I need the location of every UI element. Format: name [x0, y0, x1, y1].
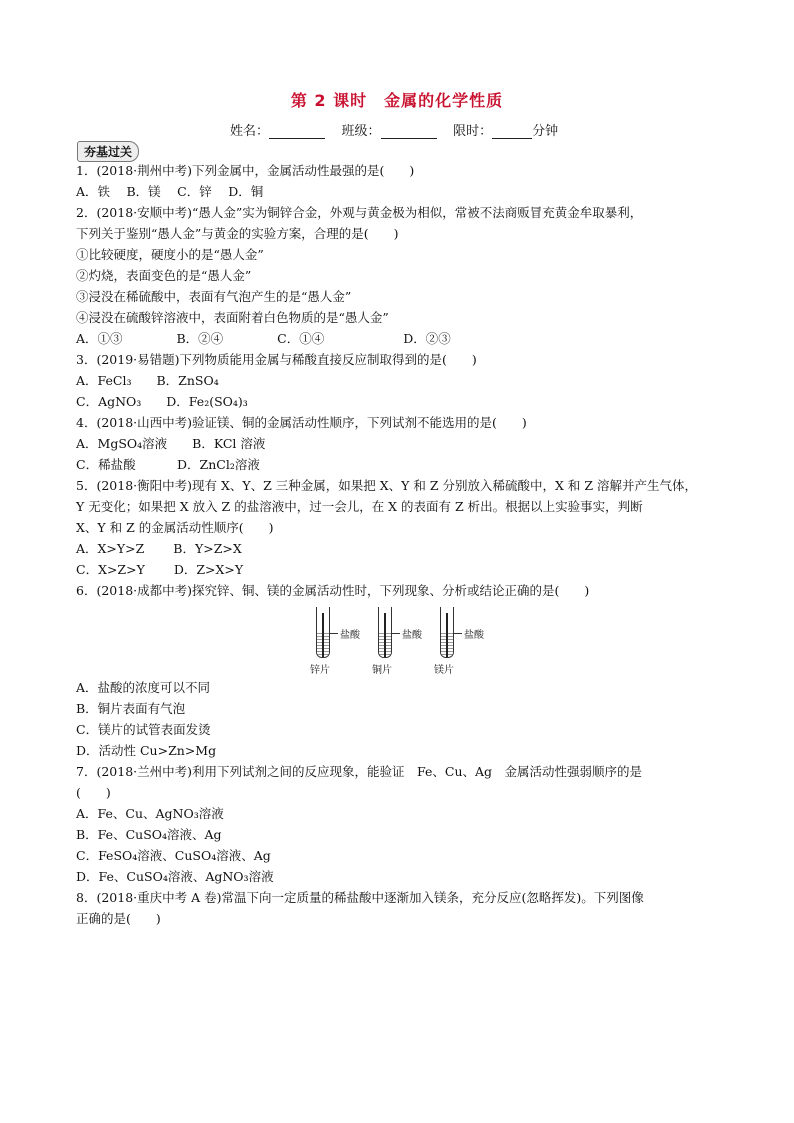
tube-magnesium: [434, 607, 518, 676]
section-tag: 夯基过关: [77, 141, 139, 162]
test-tube-icon: [378, 607, 392, 658]
q4-options-cd: C．稀盐酸 D．ZnCl₂溶液: [76, 457, 260, 472]
q6-option-b: B．铜片表面有气泡: [76, 701, 186, 716]
page-title: 第 2 课时 金属的化学性质: [290, 91, 504, 110]
q4-stem: 4．(2018·山西中考)验证镁、铜的金属活动性顺序，下列试剂不能选用的是( ): [76, 415, 527, 430]
label-leader: [454, 633, 462, 634]
q6-option-a: A．盐酸的浓度可以不同: [76, 680, 211, 695]
time-unit: 分钟: [532, 124, 559, 139]
q7-option-a: A．Fe、Cu、AgNO₃溶液: [76, 806, 224, 821]
q8-stem-line1: 8．(2018·重庆中考 A 卷)常温下向一定质量的稀盐酸中逐渐加入镁条，充分反应(忽略挥发)。下列图像: [76, 890, 644, 905]
q7-stem-line2: ( ): [76, 785, 111, 800]
metal-strip: [322, 613, 324, 657]
questions-body: [76, 160, 726, 929]
acid-label: 盐酸: [402, 630, 422, 641]
q2-stem-line2: 下列关于鉴别“愚人金”与黄金的实验方案，合理的是( ): [76, 226, 399, 241]
q5-stem-line2: Y 无变化；如果把 X 放入 Z 的盐溶液中，过一会儿，在 X 的表面有 Z 析出。根据以上实验事实，判断: [76, 499, 643, 514]
student-info-row: [230, 120, 558, 139]
q1-stem: 1．(2018·荆州中考)下列金属中，金属活动性最强的是( ): [76, 163, 415, 178]
acid-label: 盐酸: [340, 630, 360, 641]
q5-stem-line1: 5．(2018·衡阳中考)现有 X、Y、Z 三种金属，如果把 X、Y 和 Z 分别放入稀硫酸中，X 和 Z 溶解并产生气体，: [76, 478, 698, 493]
test-tube-icon: [316, 607, 330, 658]
q4-options-ab: A．MgSO₄溶液 B．KCl 溶液: [76, 436, 266, 451]
q8-stem-line2: 正确的是( ): [76, 911, 161, 926]
q7-option-c: C．FeSO₄溶液、CuSO₄溶液、Ag: [76, 848, 271, 863]
q3-stem: 3．(2019·易错题)下列物质能用金属与稀酸直接反应制取得到的是( ): [76, 352, 477, 367]
q6-option-c: C．镁片的试管表面发烫: [76, 722, 211, 737]
q3-options-cd: C．AgNO₃ D．Fe₂(SO₄)₃: [76, 394, 248, 409]
label-leader: [392, 633, 400, 634]
metal-strip: [446, 613, 448, 657]
q1-options: A．铁 B．镁 C．锌 D．铜: [76, 184, 264, 199]
q2-statement-4: ④浸没在硫酸锌溶液中，表面附着白色物质的是“愚人金”: [76, 310, 389, 325]
name-label: 姓名：: [230, 124, 270, 139]
q2-statement-1: ①比较硬度，硬度小的是“愚人金”: [76, 247, 264, 262]
q3-options-ab: A．FeCl₃ B．ZnSO₄: [76, 373, 219, 388]
q2-statement-2: ②灼烧，表面变色的是“愚人金”: [76, 268, 252, 283]
q2-stem-line1: 2．(2018·安顺中考)“愚人金”实为铜锌合金，外观与黄金极为相似，常被不法商贩冒充黄金牟取暴利，: [76, 205, 643, 220]
name-blank[interactable]: [269, 124, 325, 139]
q2-statement-3: ③浸没在稀硫酸中，表面有气泡产生的是“愚人金”: [76, 289, 352, 304]
q7-stem-line1: 7．(2018·兰州中考)利用下列试剂之间的反应现象，能验证 Fe、Cu、Ag 金属活动性强弱顺序的是: [76, 764, 643, 779]
label-leader: [330, 633, 338, 634]
metal-strip: [384, 613, 386, 657]
zinc-label: 锌片: [310, 665, 330, 676]
q6-option-d: D．活动性 Cu>Zn>Mg: [76, 743, 217, 758]
q5-options-cd: C．X>Z>Y D．Z>X>Y: [76, 562, 244, 577]
q2-options: A．①③ B．②④ C．①④ D．②③: [76, 331, 451, 346]
copper-label: 铜片: [372, 665, 392, 676]
test-tube-icon: [440, 607, 454, 658]
class-label: 班级：: [341, 124, 381, 139]
q7-option-d: D．Fe、CuSO₄溶液、AgNO₃溶液: [76, 869, 274, 884]
time-label: 限时：: [453, 124, 493, 139]
magnesium-label: 镁片: [434, 665, 454, 676]
test-tube-figure: [76, 607, 726, 675]
class-blank[interactable]: [381, 124, 437, 139]
q6-stem: 6．(2018·成都中考)探究锌、铜、镁的金属活动性时，下列现象、分析或结论正确的是( ): [76, 583, 590, 598]
q5-stem-line3: X、Y 和 Z 的金属活动性顺序( ): [76, 520, 274, 535]
acid-label: 盐酸: [464, 630, 484, 641]
q7-option-b: B．Fe、CuSO₄溶液、Ag: [76, 827, 222, 842]
time-blank[interactable]: [492, 124, 532, 139]
q5-options-ab: A．X>Y>Z B．Y>Z>X: [76, 541, 242, 556]
